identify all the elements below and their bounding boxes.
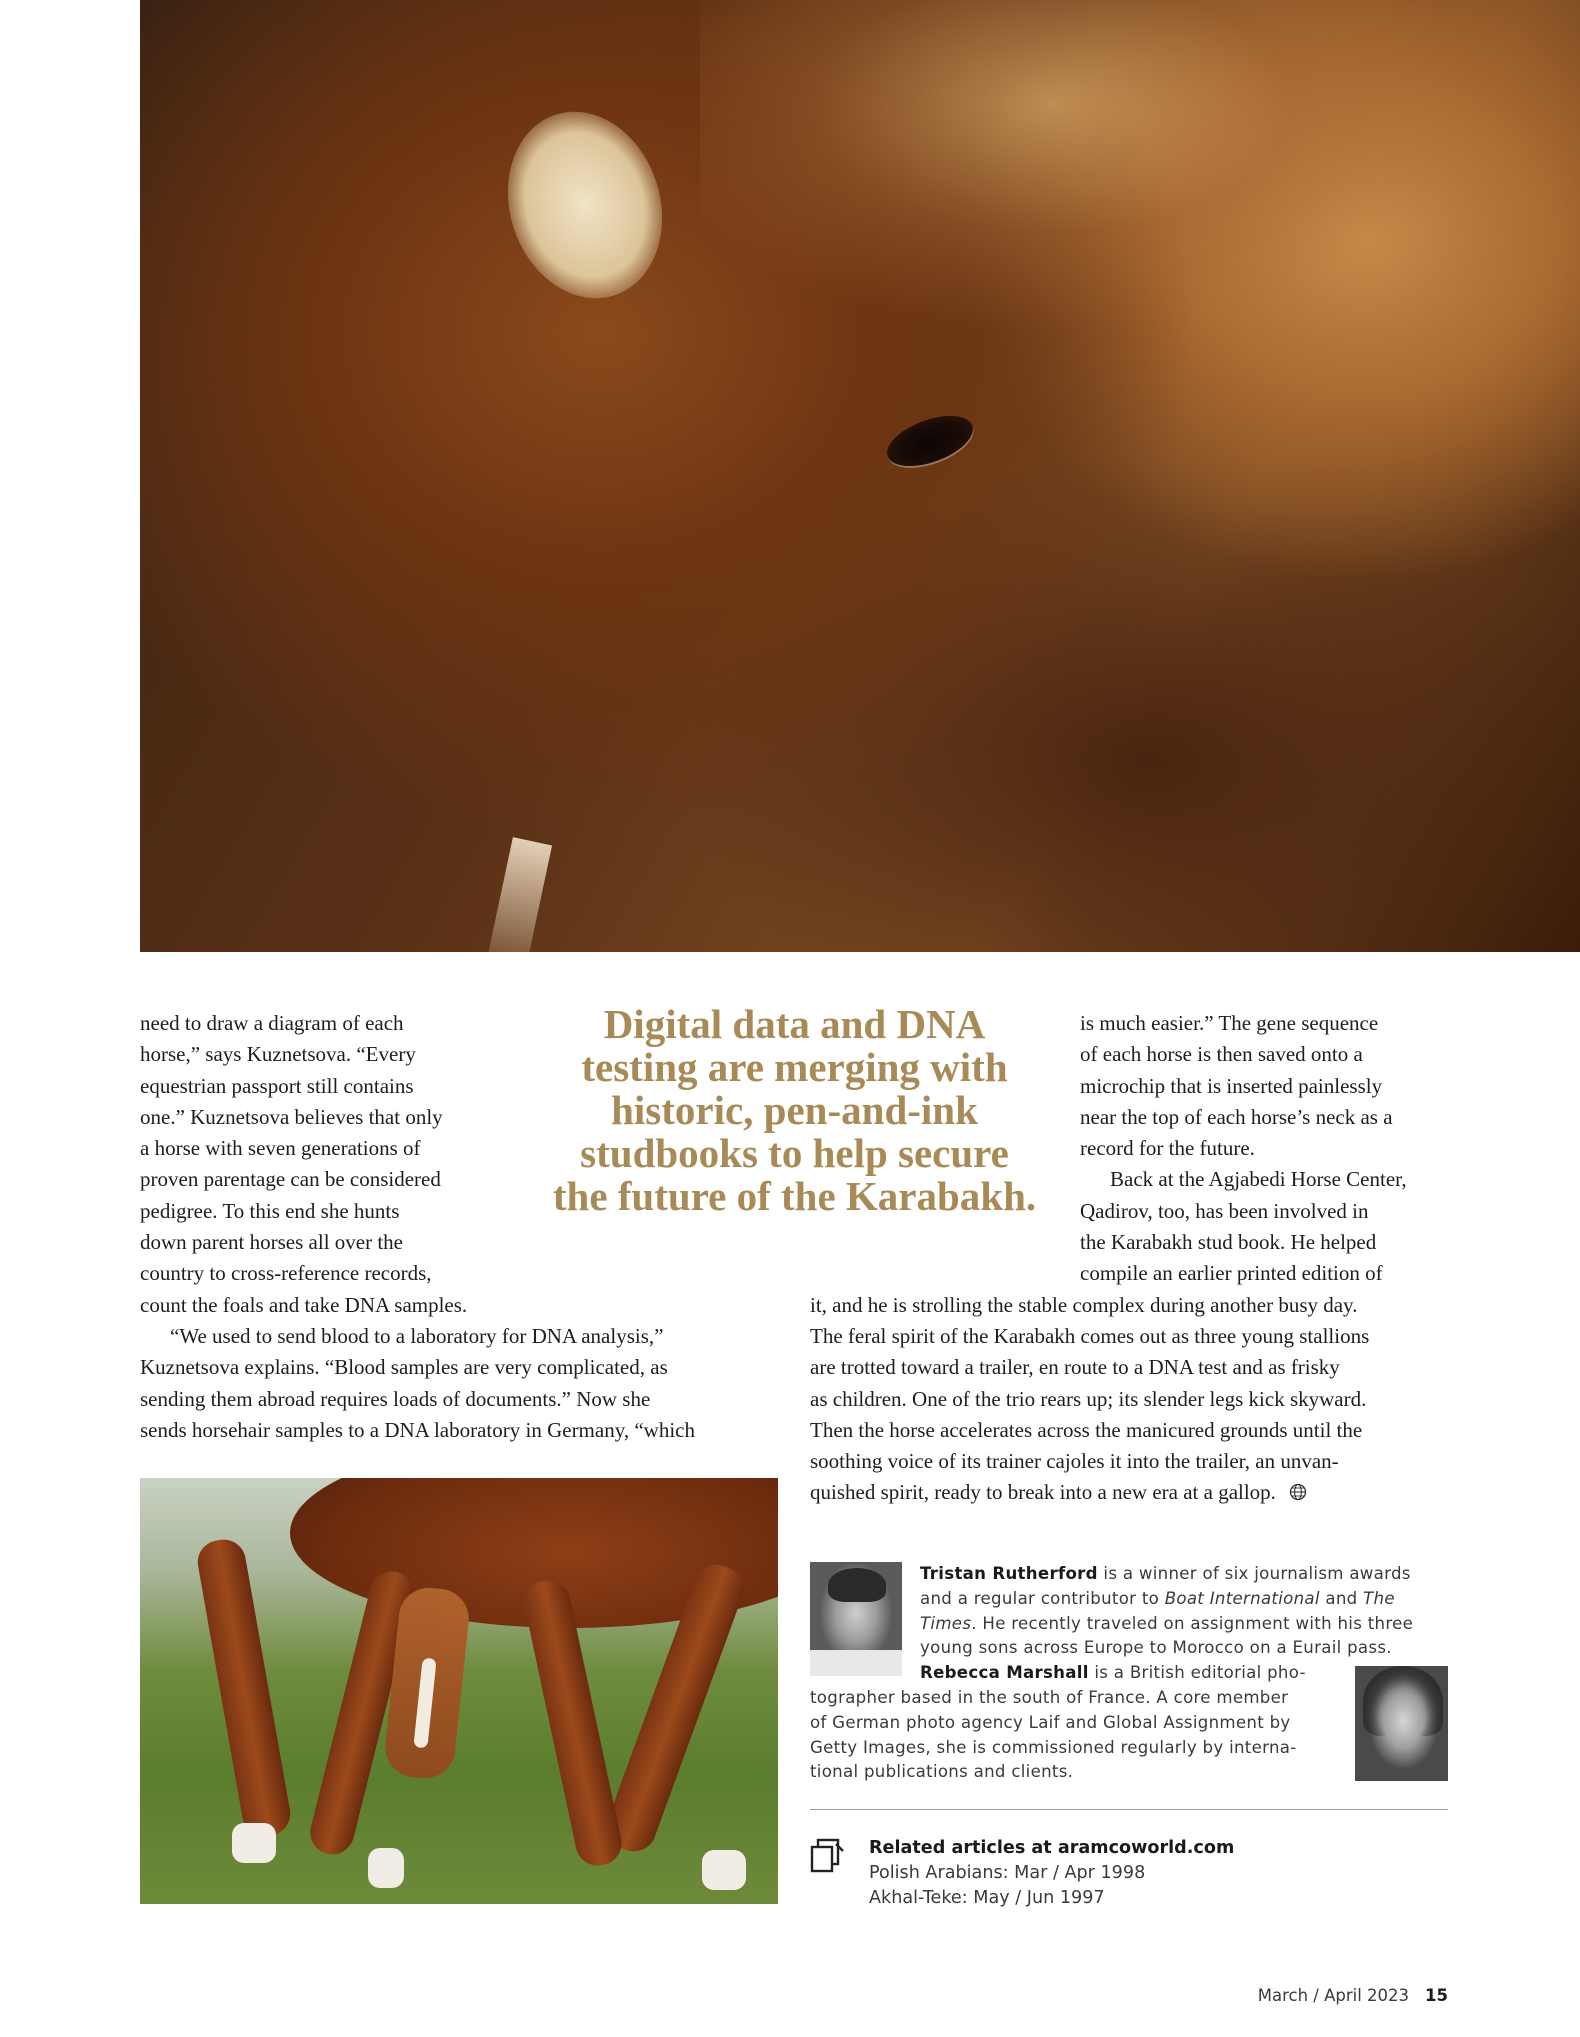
mare-leg — [194, 1536, 293, 1840]
bio-text: . He recently traveled on assignment with his three — [971, 1613, 1414, 1633]
body-line: need to draw a diagram of each — [140, 1011, 404, 1035]
body-column-right-wide — [810, 1290, 1450, 1511]
documents-icon — [810, 1838, 846, 1874]
bio-line — [810, 1587, 1450, 1612]
related-item[interactable]: Akhal-Teke: May / Jun 1997 — [869, 1888, 1105, 1908]
page-number: 15 — [1425, 1986, 1448, 2005]
hoof — [368, 1848, 404, 1888]
pull-quote-line: Digital data and DNA — [603, 1001, 986, 1047]
body-line: equestrian passport still contains — [140, 1073, 414, 1098]
related-articles — [869, 1836, 1234, 1911]
bio-line: tional publications and clients. — [810, 1762, 1074, 1782]
bio-line — [810, 1661, 1450, 1686]
body-line: horse,” says Kuznetsova. “Every — [140, 1042, 416, 1067]
publication-name: Times — [920, 1613, 972, 1633]
pull-quote-line: historic, pen-and-ink — [611, 1087, 978, 1133]
bio-line: Getty Images, she is commissioned regularly by interna- — [810, 1737, 1297, 1757]
body-line: a horse with seven generations of — [140, 1136, 421, 1161]
bio-text: and — [1319, 1588, 1364, 1608]
body-line: it, and he is strolling the stable complex during another busy day. — [810, 1292, 1358, 1317]
grazing-foal-photo — [140, 1478, 778, 1904]
contributor-bio — [810, 1562, 1450, 1785]
body-line: of each horse is then saved onto a — [1080, 1042, 1363, 1067]
body-line: microchip that is inserted painlessly — [1080, 1073, 1383, 1098]
related-heading[interactable]: Related articles at aramcoworld.com — [869, 1838, 1235, 1858]
body-line: are trotted toward a trailer, en route to a DNA test and as frisky — [810, 1355, 1340, 1380]
body-line: Kuznetsova explains. “Blood samples are very complicated, as — [140, 1355, 668, 1380]
page-folio — [1258, 1986, 1448, 2005]
publication-name: Boat International — [1164, 1588, 1320, 1608]
bio-line: young sons across Europe to Morocco on a Eurail pass. — [920, 1638, 1392, 1658]
bio-line — [810, 1562, 1450, 1587]
horse-blaze-stripe — [488, 837, 552, 952]
body-column-right — [1080, 1008, 1450, 1290]
pull-quote-line: testing are merging with — [581, 1044, 1008, 1090]
globe-icon — [1289, 1479, 1307, 1510]
related-item[interactable]: Polish Arabians: Mar / Apr 1998 — [869, 1863, 1146, 1883]
body-line: the Karabakh stud book. He helped — [1080, 1230, 1377, 1255]
hero-horse-photo — [140, 0, 1580, 952]
body-line: Then the horse accelerates across the manicured grounds until the — [810, 1417, 1363, 1442]
body-line-last — [810, 1477, 1450, 1510]
body-line: “We used to send blood to a laboratory for DNA analysis,” — [170, 1323, 664, 1348]
photographer-name: Rebecca Marshall — [920, 1663, 1089, 1683]
body-line: sends horsehair samples to a DNA laboratory in Germany, “which — [140, 1417, 695, 1442]
hoof — [702, 1850, 746, 1890]
horse-mane — [700, 0, 1580, 520]
horse-forehead-star — [484, 91, 685, 318]
body-line: soothing voice of its trainer cajoles it into the trailer, an unvan- — [810, 1449, 1339, 1474]
publication-name: The — [1363, 1588, 1395, 1608]
bio-line: of German photo agency Laif and Global Assignment by — [810, 1712, 1291, 1732]
pull-quote-line: the future of the Karabakh. — [552, 1173, 1037, 1219]
body-line: Qadirov, too, has been involved in — [1080, 1198, 1369, 1223]
bio-line — [810, 1612, 1450, 1637]
body-line-text: quished spirit, ready to break into a new era at a gallop. — [810, 1480, 1276, 1505]
body-line: proven parentage can be considered — [140, 1167, 441, 1192]
bio-text: is a winner of six journalism awards — [1097, 1564, 1411, 1583]
body-line: is much easier.” The gene sequence — [1080, 1011, 1379, 1035]
body-line: country to cross-reference records, — [140, 1261, 432, 1286]
body-line: Back at the Agjabedi Horse Center, — [1110, 1167, 1407, 1192]
divider — [810, 1809, 1448, 1810]
body-line: The feral spirit of the Karabakh comes out as three young stallions — [810, 1323, 1370, 1348]
body-line: as children. One of the trio rears up; its slender legs kick skyward. — [810, 1386, 1367, 1411]
body-line: compile an earlier printed edition of — [1080, 1261, 1383, 1286]
body-line: down parent horses all over the — [140, 1230, 404, 1255]
author-name: Tristan Rutherford — [920, 1564, 1098, 1583]
bio-line: tographer based in the south of France. A core member — [810, 1687, 1289, 1707]
bio-text: and a regular contributor to — [920, 1588, 1165, 1608]
body-line: sending them abroad requires loads of documents.” Now she — [140, 1386, 651, 1411]
pull-quote-line: studbooks to help secure — [580, 1130, 1009, 1176]
pull-quote — [542, 1003, 1047, 1218]
issue-date: March / April 2023 — [1257, 1986, 1410, 2005]
body-line: near the top of each horse’s neck as a — [1080, 1104, 1393, 1129]
hoof — [232, 1823, 276, 1863]
body-line: pedigree. To this end she hunts — [140, 1198, 400, 1223]
bio-text: is a British editorial pho- — [1088, 1663, 1306, 1683]
body-line: one.” Kuznetsova believes that only — [140, 1104, 443, 1129]
body-line: record for the future. — [1080, 1136, 1255, 1161]
body-line: count the foals and take DNA samples. — [140, 1292, 468, 1317]
